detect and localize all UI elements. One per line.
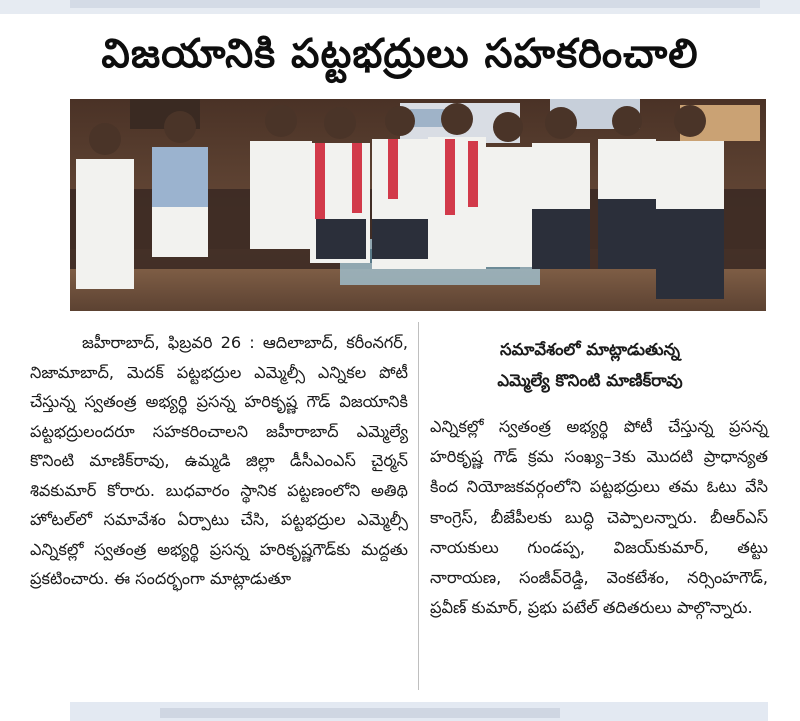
article-body-left (30, 328, 408, 594)
previous-article-edge (70, 0, 760, 8)
news-photo (70, 99, 766, 311)
next-article-strip (70, 702, 768, 721)
photo-caption (430, 334, 750, 396)
next-article-headline-edge (160, 708, 560, 718)
caption-line-2: ఎమ్మెల్యే కొనింటి మాణిక్‌రావు (497, 371, 683, 390)
column-divider (418, 322, 419, 690)
group-photo-icon (70, 99, 766, 311)
article-body-right (430, 412, 768, 623)
body-left-paragraph: జహీరాబాద్, ఫిబ్రవరి 26 : ఆదిలాబాద్, కరీంనగర్, నిజామాబాద్, మెదక్ పట్టభద్రుల ఎమ్మెల్సీ ఎన్నికల పోటీ చేస్తున్న స్వతంత్ర అభ్యర్థి ప్రసన్న హరికృష్ణ గౌడ్ విజయానికి పట్టభద్రులందరూ సహకరించాలని జహీరాబాద్ ఎమ్మెల్యే కొనింటి మాణిక్‌రావు, ఉమ్మడి జిల్లా డీసీఎంఎస్ చైర్మన్ శివకుమార్ కోరారు. బుధవారం స్థానిక పట్టణంలోని అతిథి హోటల్‌లో సమావేశం ఏర్పాటు చేసి, పట్టభద్రుల ఎమ్మెల్సీ ఎన్నికల్లో స్వతంత్ర అభ్యర్థి ప్రసన్న హరికృష్ణగౌడ్‌కు మద్దతు ప్రకటించారు. ఈ సందర్భంగా మాట్లాడుతూ (30, 333, 408, 588)
top-article-strip (0, 0, 800, 14)
body-right-paragraph: ఎన్నికల్లో స్వతంత్ర అభ్యర్థి పోటీ చేస్తున్న ప్రసన్న హరికృష్ణ గౌడ్ క్రమ సంఖ్య–3కు మొదటి ప్రాధాన్యత కింద నియోజకవర్గంలోని పట్టభద్రులు తమ ఓటు వేసి కాంగ్రెస్, బీజేపీలకు బుద్ధి చెప్పాలన్నారు. బీఆర్ఎస్ నాయకులు గుండప్ప, విజయ్‌కుమార్, తట్టు నారాయణ, సంజీవ్‌రెడ్డి, వెంకటేశం, నర్సింహగౌడ్, ప్రవీణ్ కుమార్, ప్రభు పటేల్ తదితరులు పాల్గొన్నారు. (430, 417, 768, 618)
headline: విజయానికి పట్టభద్రులు సహకరించాలి (101, 31, 699, 77)
caption-line-1: సమావేశంలో మాట్లాడుతున్న (500, 340, 680, 359)
